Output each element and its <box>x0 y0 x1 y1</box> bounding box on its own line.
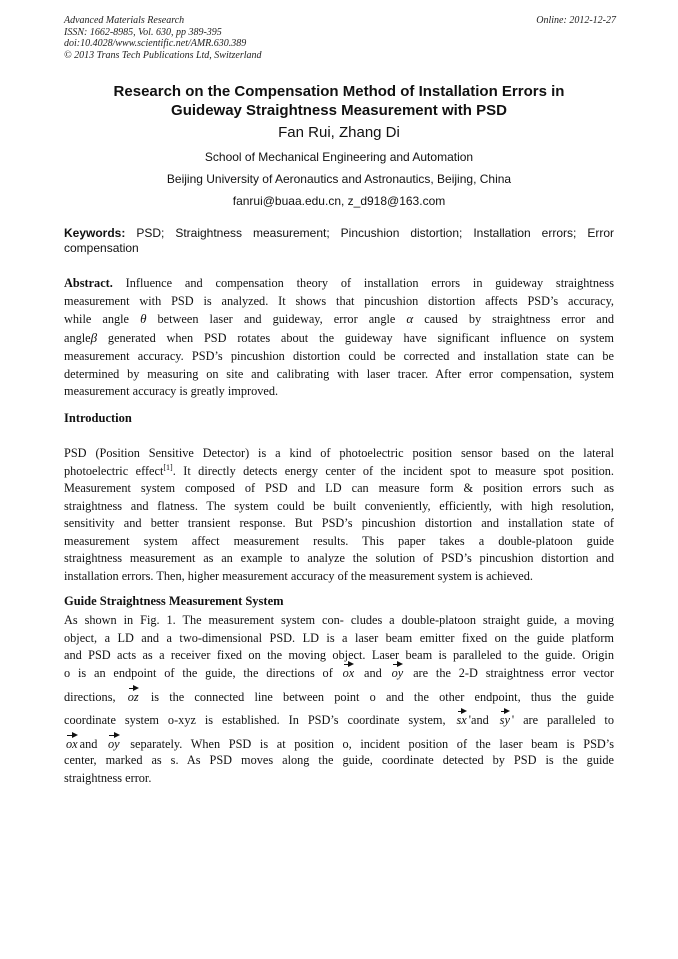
paragraph-line: object, a LD and a two-dimensional PSD. LD is a laser beam emitter fixed on the guide platform <box>64 630 614 645</box>
theta-symbol: θ <box>140 311 147 327</box>
abstract-line: Abstract. Influence and compensation theory of installation errors in guideway straightness <box>64 276 614 290</box>
title-line-1: Research on the Compensation Method of Installation Errors in <box>113 83 565 100</box>
guide-system-paragraph <box>64 612 614 665</box>
abstract-line: determined by measuring on site and calibrating with laser tracer. After error compensation, system <box>64 366 614 381</box>
abstract <box>64 275 614 401</box>
keywords-label: Keywords: <box>64 226 126 240</box>
paragraph-line: measurement system affect measurement results. This paper takes a double-platoon guide <box>64 533 614 548</box>
abstract-line: while angle θ between laser and guideway, error angle α caused by straightness error and <box>64 311 614 327</box>
paragraph-line: photoelectric effect[1]. It directly detects energy center of the incident spot to measure spot position. <box>64 462 614 478</box>
paragraph-line: PSD (Position Sensitive Detector) is a kind of photoelectric position sensor based on the lateral <box>64 446 614 460</box>
vector-sy: sy <box>500 708 510 726</box>
paragraph-line: sensitivity and better transient response. But PSD’s pincushion distortion and installation state of <box>64 516 614 530</box>
affiliation-university: Beijing University of Aeronautics and Astronautics, Beijing, China <box>166 172 512 186</box>
abstract-line: measurement accuracy. PSD’s pincushion distortion could be corrected and installation state can be <box>64 348 614 363</box>
vector-ox: ox <box>66 732 78 750</box>
journal-header <box>64 15 616 61</box>
title-line-2: Guideway Straightness Measurement with PSD <box>171 102 507 119</box>
paragraph-line: coordinate system o-xyz is established. In PSD’s coordinate system, sx 'and sy ' are paralleled to <box>64 708 614 732</box>
guide-system-paragraph-end <box>64 752 614 787</box>
introduction-paragraph <box>64 445 614 585</box>
online-date: Online: 2012-12-27 <box>536 15 616 26</box>
author-email: fanrui@buaa.edu.cn, z_d918@163.com <box>232 194 446 208</box>
vector-oy: oy <box>392 661 404 679</box>
keywords-text: PSD; Straightness measurement; Pincushion distortion; Installation errors; Error compensation <box>64 226 614 255</box>
paragraph-line: installation errors. Then, higher measurement accuracy of the measurement system is achieved. <box>64 568 533 583</box>
paragraph-line: straightness and flatness. The system could be built conveniently, efficiently, with high resolution, <box>64 498 614 513</box>
paragraph-line: As shown in Fig. 1. The measurement system con- cludes a double-platoon straight guide, a moving <box>64 613 614 627</box>
section-heading-introduction: Introduction <box>64 411 132 425</box>
vector-oy: oy <box>108 732 120 750</box>
paragraph-line: straightness error. <box>64 770 152 785</box>
paragraph-line: straightness measurement as an example to analyze the solution of PSD’s pincushion distortion and <box>64 551 614 565</box>
guide-system-paragraph-cont <box>64 661 614 755</box>
copyright-line: © 2013 Trans Tech Publications Ltd, Switzerland <box>64 49 262 61</box>
alpha-symbol: α <box>406 311 414 327</box>
section-heading-guide-system: Guide Straightness Measurement System <box>64 594 284 608</box>
keywords <box>64 226 614 256</box>
paragraph-line: ox and oy separately. When PSD is at position o, incident position of the laser beam is PSD’s <box>64 732 614 756</box>
vector-ox: ox <box>343 661 355 679</box>
abstract-line: measurement accuracy is greatly improved. <box>64 384 279 399</box>
paragraph-line: Measurement system composed of PSD and LD can measure form & position errors such as <box>64 481 614 495</box>
issn-line: ISSN: 1662-8985, Vol. 630, pp 389-395 <box>64 26 222 38</box>
paragraph-line: o is an endpoint of the guide, the directions of ox and oy are the 2-D straightness error vector <box>64 661 614 685</box>
paper-title <box>64 82 614 120</box>
paragraph-line: and PSD acts as a receiver fixed on the moving object. Laser beam is paralleled to the guide. Origin <box>64 648 614 662</box>
authors: Fan Rui, Zhang Di <box>278 124 400 141</box>
paragraph-line: center, marked as s. As PSD moves along the guide, coordinate detected by PSD is the guide <box>64 753 614 767</box>
abstract-label: Abstract. <box>64 276 113 290</box>
vector-oz: oz <box>128 685 139 703</box>
vector-sx: sx <box>457 708 467 726</box>
paragraph-line: directions, oz is the connected line between point o and the other endpoint, thus the guide <box>64 685 614 709</box>
journal-name: Advanced Materials Research <box>64 15 185 26</box>
beta-symbol: β <box>90 330 98 346</box>
abstract-line: angleβ generated when PSD rotates about the guideway have significant influence on system <box>64 330 614 346</box>
citation-ref: [1] <box>163 462 173 472</box>
abstract-line: measurement with PSD is analyzed. It shows that pincushion distortion affects PSD’s accuracy, <box>64 293 614 308</box>
doi-line: doi:10.4028/www.scientific.net/AMR.630.389 <box>64 38 247 49</box>
affiliation-school: School of Mechanical Engineering and Automation <box>204 150 474 164</box>
